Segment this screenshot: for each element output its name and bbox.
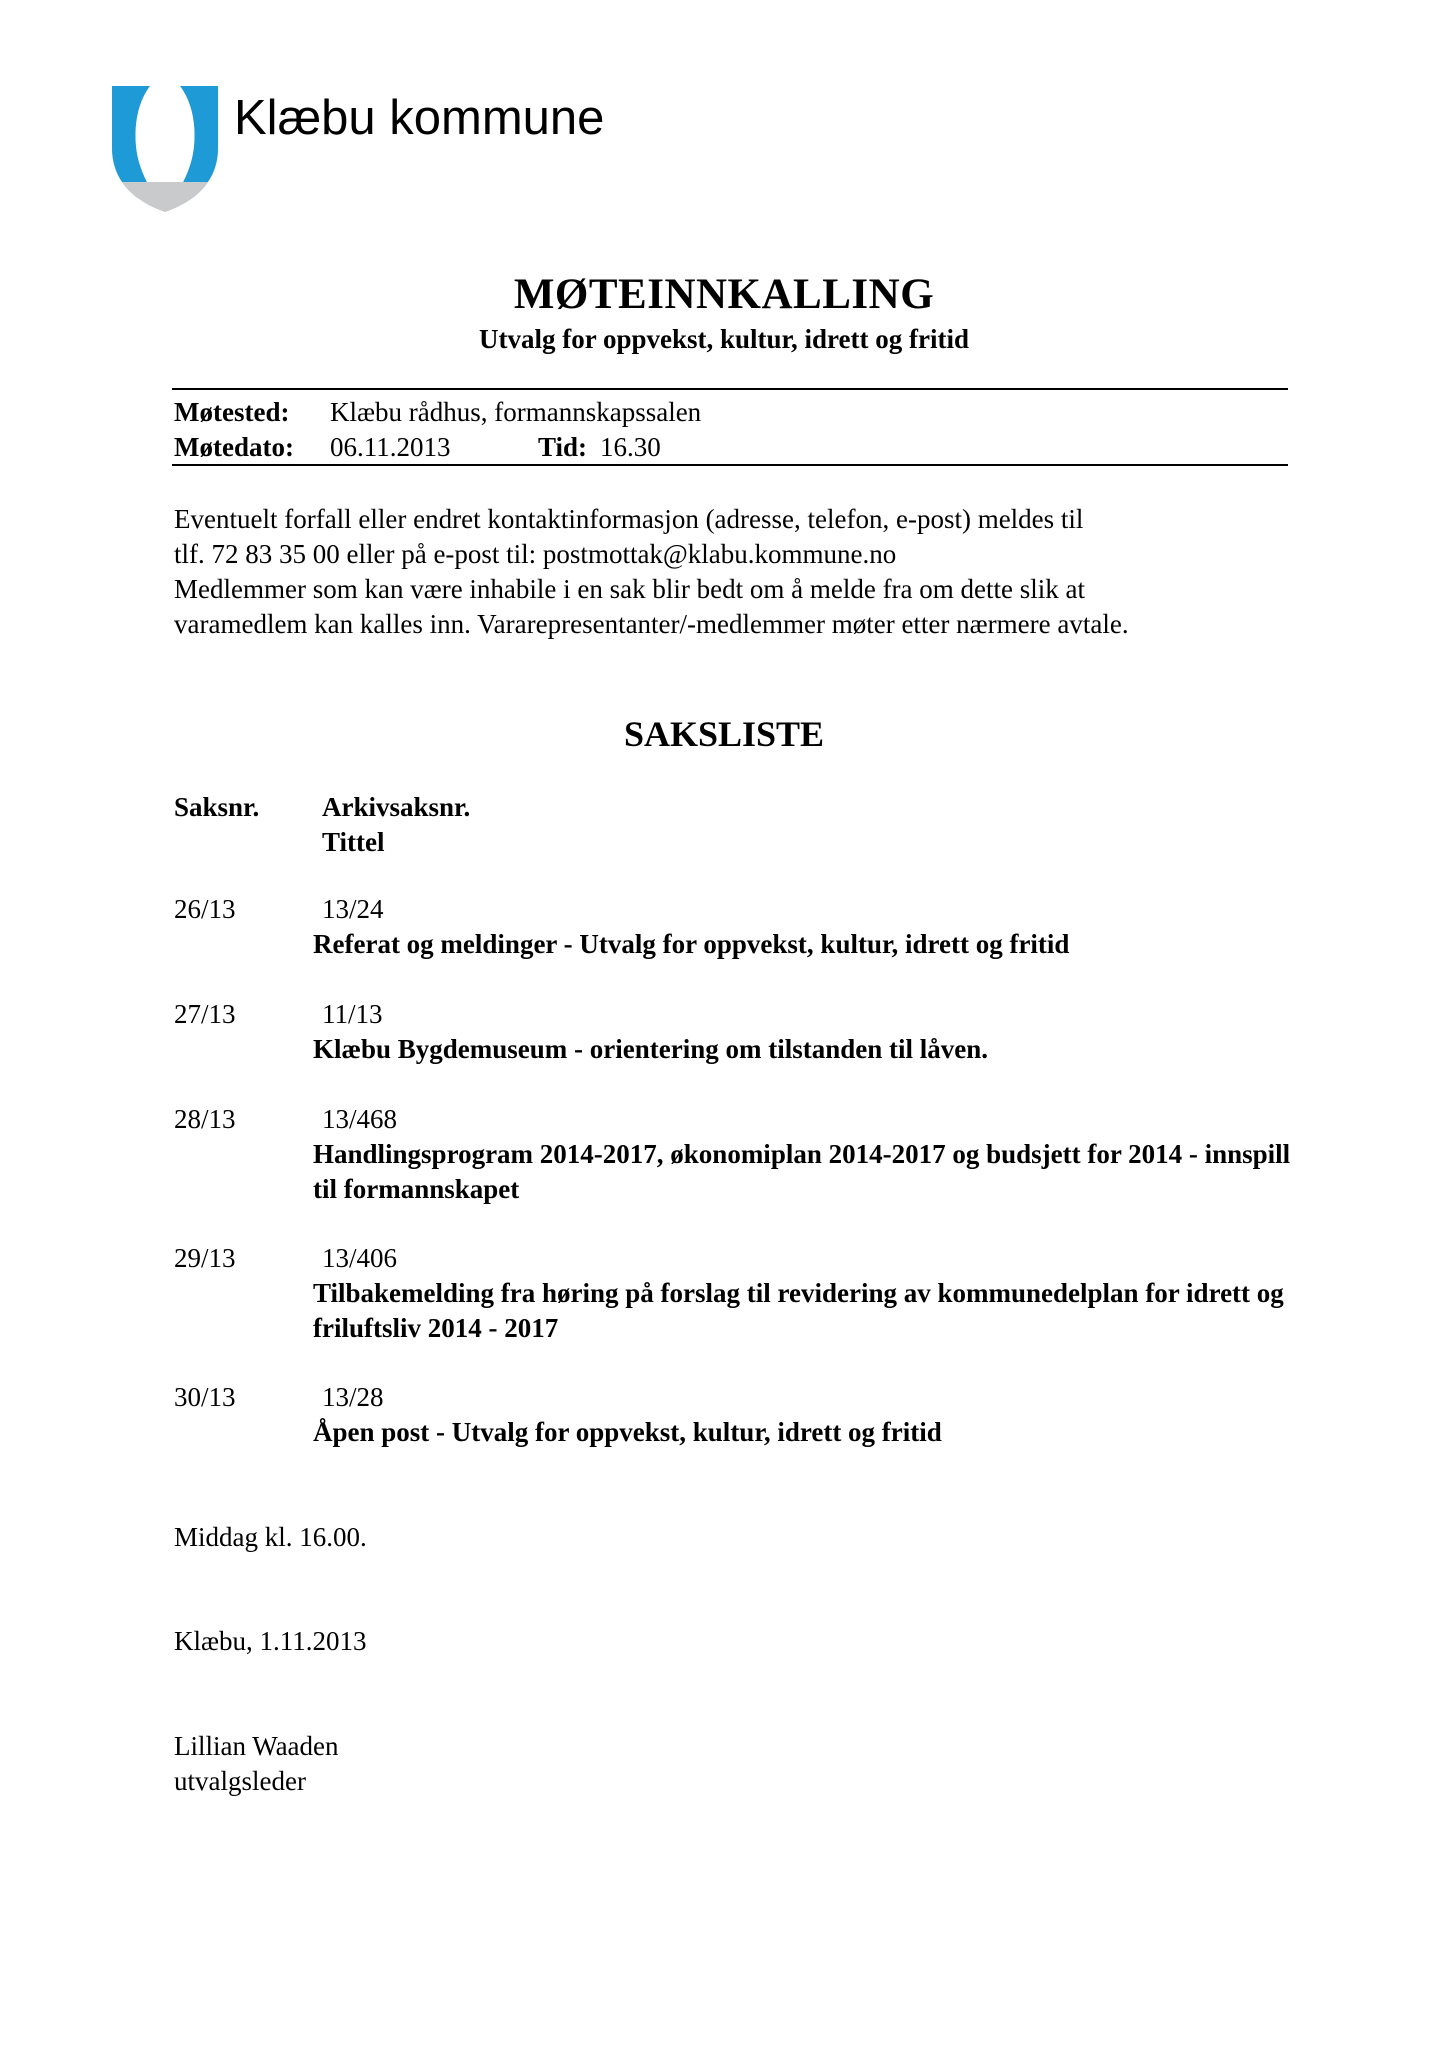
- agenda-item-arkivsaksnr: 13/24: [322, 894, 384, 924]
- agenda-item-arkivsaksnr: 13/406: [322, 1243, 398, 1273]
- shield-base: [112, 182, 218, 212]
- header-saksnr: Saksnr.: [174, 792, 260, 822]
- agenda-item-arkivsaksnr: 13/468: [322, 1104, 398, 1134]
- agenda-item-title: Tilbakemelding fra høring på forslag til revidering av kommunedelplan for idrett og friluftsliv 2014 - 2017: [313, 1278, 1284, 1343]
- header-tittel: Tittel: [322, 827, 385, 857]
- meeting-time-value: 16.30: [600, 432, 661, 462]
- notice-line: Eventuelt forfall eller endret kontaktinformasjon (adresse, telefon, e-post) meldes til: [174, 504, 1084, 534]
- agenda-title: SAKSLISTE: [623, 714, 825, 754]
- meeting-place-value: Klæbu rådhus, formannskapssalen: [330, 397, 702, 427]
- meeting-date-value: 06.11.2013: [330, 432, 451, 462]
- notice-line: Medlemmer som kan være inhabile i en sak blir bedt om å melde fra om dette slik at: [174, 574, 1085, 604]
- klaebu-coat-of-arms-logo: [112, 86, 218, 212]
- agenda-item-saksnr: 28/13: [174, 1104, 236, 1134]
- signer-role: utvalgsleder: [174, 1766, 306, 1796]
- document-title: MØTEINNKALLING: [513, 271, 935, 318]
- header-arkivsaksnr: Arkivsaksnr.: [322, 792, 471, 822]
- agenda-item-saksnr: 29/13: [174, 1243, 236, 1273]
- meeting-date-label: Møtedato:: [174, 432, 294, 462]
- notice-paragraph: [174, 502, 1284, 642]
- notice-line: varamedlem kan kalles inn. Vararepresentanter/-medlemmer møter etter nærmere avtale.: [174, 609, 1129, 639]
- meeting-place-label: Møtested:: [174, 397, 290, 427]
- agenda-item-title: Handlingsprogram 2014-2017, økonomiplan 2014-2017 og budsjett for 2014 - innspill til formannskapet: [313, 1139, 1291, 1204]
- agenda-item-title: Åpen post - Utvalg for oppvekst, kultur, idrett og fritid: [313, 1417, 942, 1447]
- agenda-item-saksnr: 27/13: [174, 999, 236, 1029]
- agenda-item-saksnr: 30/13: [174, 1382, 236, 1412]
- meta-bottom-rule: [172, 464, 1288, 466]
- org-name: Klæbu kommune: [234, 91, 605, 145]
- agenda-item-title: Referat og meldinger - Utvalg for oppvekst, kultur, idrett og fritid: [313, 929, 1070, 959]
- agenda-item-saksnr: 26/13: [174, 894, 236, 924]
- place-and-date: Klæbu, 1.11.2013: [174, 1626, 367, 1656]
- dinner-note: Middag kl. 16.00.: [174, 1522, 367, 1552]
- meta-top-rule: [172, 388, 1288, 390]
- document-subtitle: Utvalg for oppvekst, kultur, idrett og fritid: [478, 324, 970, 354]
- meeting-time-label: Tid:: [538, 432, 588, 462]
- notice-line: tlf. 72 83 35 00 eller på e-post til: postmottak@klabu.kommune.no: [174, 539, 897, 569]
- agenda-item-arkivsaksnr: 11/13: [322, 999, 383, 1029]
- agenda-item-title: Klæbu Bygdemuseum - orientering om tilstanden til låven.: [313, 1034, 989, 1064]
- signer-name: Lillian Waaden: [174, 1731, 339, 1761]
- agenda-item-arkivsaksnr: 13/28: [322, 1382, 384, 1412]
